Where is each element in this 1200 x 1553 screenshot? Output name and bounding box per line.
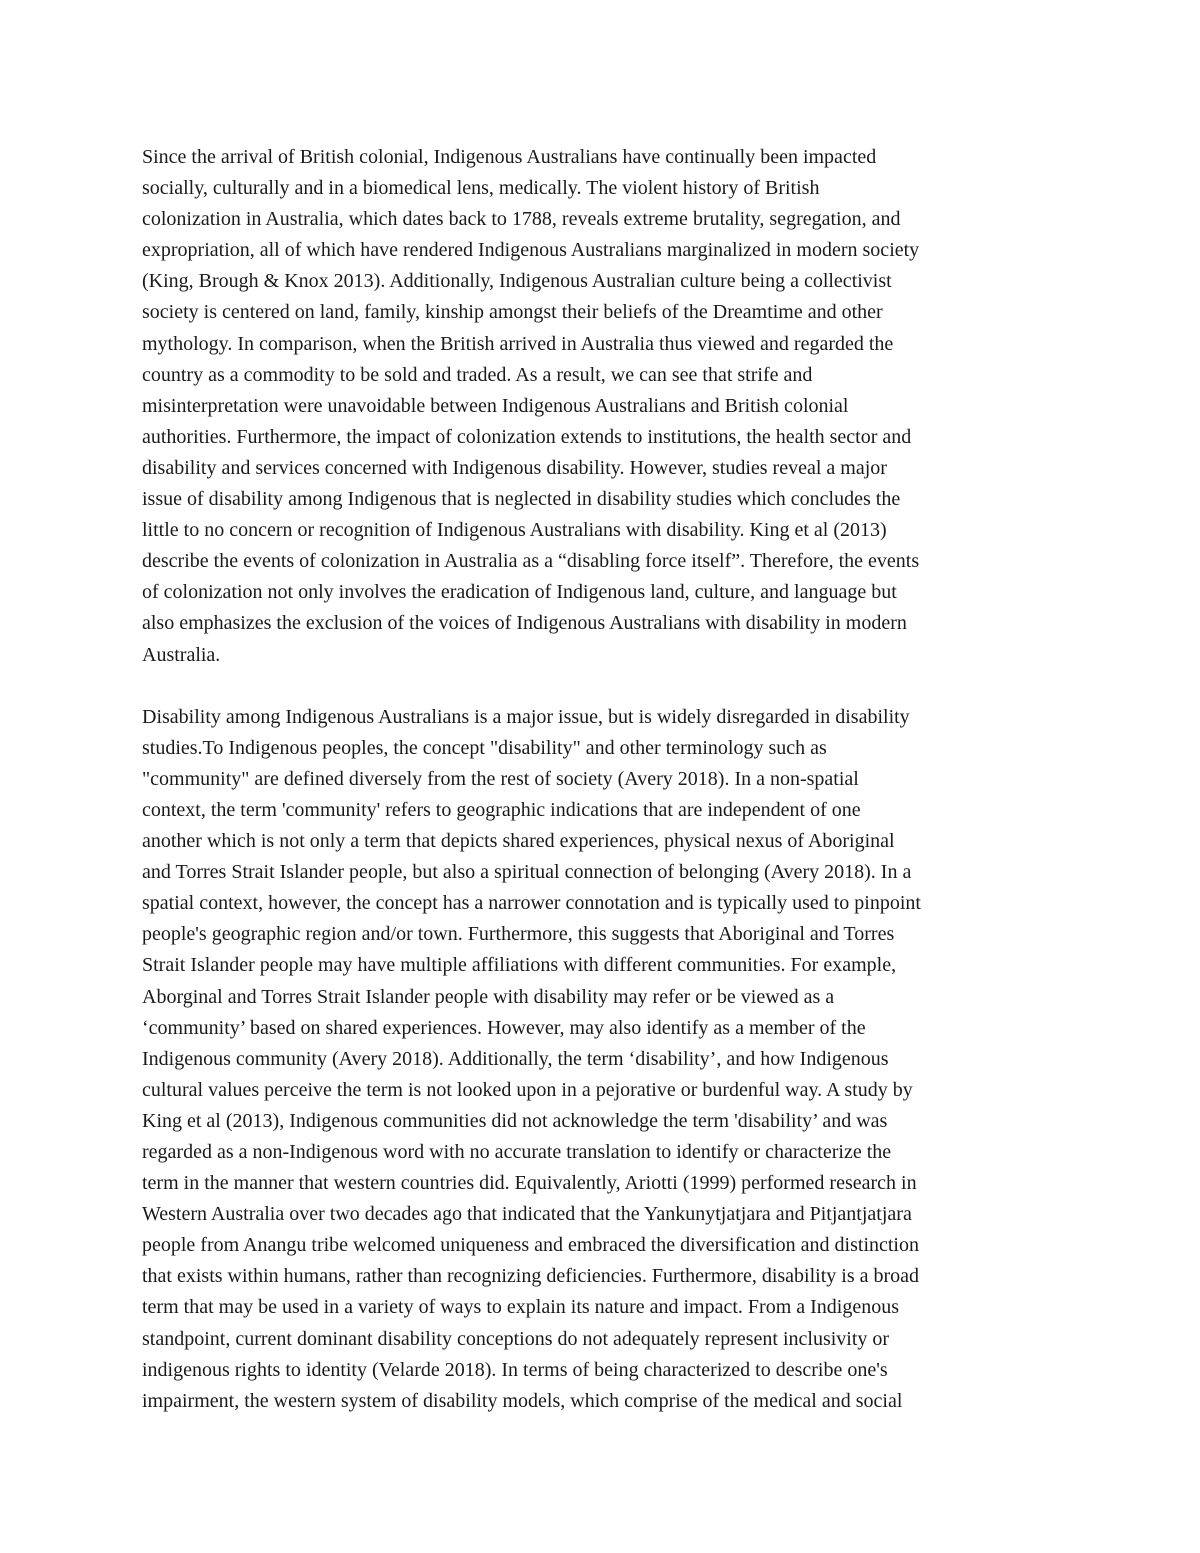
text-line: Indigenous community (Avery 2018). Additionally, the term ‘disability’, and how Indigenous — [142, 1047, 889, 1070]
text-line: colonization in Australia, which dates back to 1788, reveals extreme brutality, segregation, and — [142, 208, 901, 231]
text-line: authorities. Furthermore, the impact of colonization extends to institutions, the health sector and — [142, 425, 912, 448]
text-line: studies.To Indigenous peoples, the concept "disability" and other terminology such as — [142, 736, 827, 759]
text-line: people from Anangu tribe welcomed uniqueness and embraced the diversification and distinction — [142, 1234, 919, 1257]
text-line: standpoint, current dominant disability conceptions do not adequately represent inclusivity or — [142, 1327, 890, 1350]
text-line: disability and services concerned with Indigenous disability. However, studies reveal a major — [142, 456, 887, 479]
text-line: Australia. — [142, 643, 221, 666]
text-line: expropriation, all of which have rendered Indigenous Australians marginalized in modern society — [142, 239, 920, 262]
text-line: that exists within humans, rather than recognizing deficiencies. Furthermore, disability is a broad — [142, 1265, 920, 1288]
text-line: people's geographic region and/or town. Furthermore, this suggests that Aboriginal and Torres — [142, 923, 895, 946]
text-line: misinterpretation were unavoidable between Indigenous Australians and British colonial — [142, 394, 849, 417]
text-line: Strait Islander people may have multiple affiliations with different communities. For example, — [142, 954, 897, 977]
text-line: another which is not only a term that depicts shared experiences, physical nexus of Aboriginal — [142, 830, 895, 853]
text-line: term that may be used in a variety of ways to explain its nature and impact. From a Indigenous — [142, 1296, 900, 1319]
text-line: spatial context, however, the concept has a narrower connotation and is typically used to pinpoint — [142, 892, 921, 915]
text-line: term in the manner that western countries did. Equivalently, Ariotti (1999) performed research in — [142, 1172, 917, 1195]
text-line: King et al (2013), Indigenous communities did not acknowledge the term 'disability’ and was — [142, 1109, 888, 1132]
text-line: Disability among Indigenous Australians is a major issue, but is widely disregarded in disability — [142, 705, 910, 728]
text-line: ‘community’ based on shared experiences. However, may also identify as a member of the — [142, 1016, 866, 1039]
text-line: mythology. In comparison, when the British arrived in Australia thus viewed and regarded the — [142, 332, 894, 355]
text-line: cultural values perceive the term is not looked upon in a pejorative or burdenful way. A study by — [142, 1078, 913, 1101]
text-line: indigenous rights to identity (Velarde 2018). In terms of being characterized to describe one's — [142, 1358, 888, 1381]
text-line: issue of disability among Indigenous that is neglected in disability studies which concludes the — [142, 488, 901, 511]
text-line: country as a commodity to be sold and traded. As a result, we can see that strife and — [142, 363, 813, 386]
text-line: (King, Brough & Knox 2013). Additionally, Indigenous Australian culture being a collectivist — [142, 270, 892, 293]
document-body — [142, 142, 1064, 1417]
text-line: society is centered on land, family, kinship amongst their beliefs of the Dreamtime and other — [142, 301, 883, 324]
paragraph-colonization — [142, 142, 1064, 671]
text-line: regarded as a non-Indigenous word with no accurate translation to identify or characterize the — [142, 1141, 892, 1163]
text-line: "community" are defined diversely from the rest of society (Avery 2018). In a non-spatial — [142, 767, 859, 790]
text-line: Western Australia over two decades ago that indicated that the Yankunytjatjara and Pitjantjatjara — [142, 1203, 912, 1226]
text-line: describe the events of colonization in Australia as a “disabling force itself”. Therefore, the events — [142, 550, 920, 573]
text-line: context, the term 'community' refers to geographic indications that are independent of one — [142, 798, 861, 821]
text-line: impairment, the western system of disability models, which comprise of the medical and social — [142, 1389, 903, 1412]
paragraph-disability-concepts — [142, 702, 1064, 1417]
text-line: Aborginal and Torres Strait Islander people with disability may refer or be viewed as a — [142, 985, 835, 1008]
text-line: of colonization not only involves the eradication of Indigenous land, culture, and language but — [142, 581, 897, 604]
text-line: little to no concern or recognition of Indigenous Australians with disability. King et al (2013) — [142, 519, 887, 542]
text-line: socially, culturally and in a biomedical lens, medically. The violent history of British — [142, 177, 820, 200]
text-line: and Torres Strait Islander people, but also a spiritual connection of belonging (Avery 2018). In a — [142, 861, 912, 884]
text-line: also emphasizes the exclusion of the voices of Indigenous Australians with disability in modern — [142, 612, 907, 635]
paragraph-spacer — [142, 671, 1064, 702]
text-line: Since the arrival of British colonial, Indigenous Australians have continually been impacted — [142, 146, 877, 168]
